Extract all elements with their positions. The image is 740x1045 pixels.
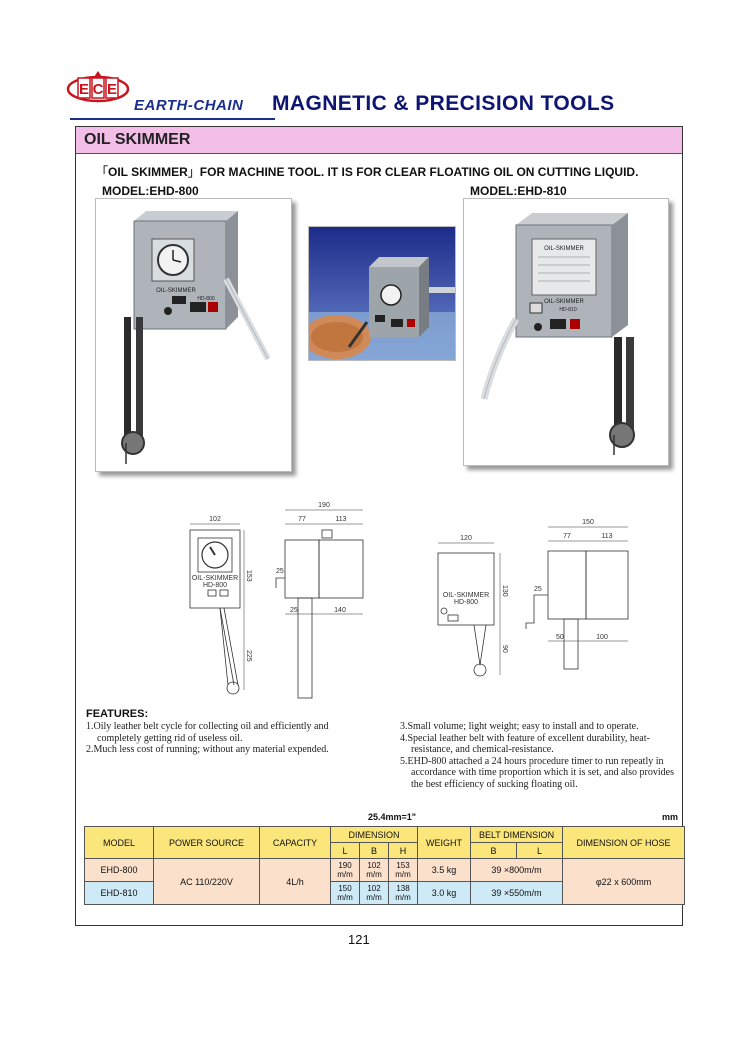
photo-a-panel-text: OIL-SKIMMER: [156, 288, 196, 294]
cell-weight: 3.5 kg: [418, 859, 471, 882]
cell-dim-h: 153 m/m: [389, 859, 418, 882]
cell-belt: 39 ×800m/m: [471, 859, 563, 882]
dim-b-3: 113: [601, 533, 613, 540]
product-intro: 「OIL SKIMMER」FOR MACHINE TOOL. IT IS FOR CLEAR FLOATING OIL ON CUTTING LIQUID.: [96, 165, 639, 179]
feature-line: 3.Small volume; light weight; easy to install and to operate.: [400, 721, 639, 732]
page-header-title: MAGNETIC & PRECISION TOOLS: [272, 92, 615, 115]
dim-b-5: 25: [534, 586, 542, 593]
photo-a-panel-model: HD-800: [197, 296, 215, 302]
header-dim-l: L: [331, 843, 360, 859]
cell-capacity: 4L/h: [260, 859, 331, 905]
feature-line: resistance, and chemical-resistance.: [411, 744, 554, 755]
dim-a-2: 77: [298, 516, 306, 523]
header-belt-dimension: BELT DIMENSION: [471, 827, 563, 843]
photo-c-panel-model: HD-810: [559, 307, 577, 313]
drawing-ehd-810: [430, 515, 635, 690]
cell-dim-h: 138 m/m: [389, 882, 418, 905]
header-belt-l: L: [517, 843, 563, 859]
dim-b-8: 100: [596, 634, 608, 641]
dim-b-2: 77: [563, 533, 571, 540]
header-dimension: DIMENSION: [331, 827, 418, 843]
model-label-ehd-810: MODEL:EHD-810: [470, 184, 567, 198]
feature-line: 1.Oily leather belt cycle for collecting oil and efficiently and: [86, 721, 329, 732]
feature-line: 4.Special leather belt with feature of excellent durability, heat-: [400, 732, 650, 744]
cell-dim-l: 190 m/m: [331, 859, 360, 882]
header-dimension-of-hose: DIMENSION OF HOSE: [563, 827, 685, 859]
drawing-ehd-800: [180, 500, 370, 710]
cell-model: EHD-810: [85, 882, 154, 905]
photo-in-use: [308, 226, 456, 361]
model-label-ehd-800: MODEL:EHD-800: [102, 184, 199, 198]
dim-b-1: 150: [582, 519, 594, 526]
drawing-b-label-2: HD-800: [453, 599, 479, 606]
svg-text:C: C: [92, 81, 104, 98]
features-right-column: [400, 721, 685, 790]
drawing-b-label: OIL-SKIMMER: [442, 592, 490, 599]
earth-chain-logo: [66, 70, 130, 104]
header-model: MODEL: [85, 827, 154, 859]
svg-text:E: E: [78, 81, 90, 98]
cell-model: EHD-800: [85, 859, 154, 882]
brand-name: EARTH-CHAIN: [134, 97, 244, 114]
cell-hose: φ22 x 600mm: [563, 859, 685, 905]
page-number: 121: [348, 932, 370, 947]
dim-a-4: 153: [245, 570, 252, 582]
svg-text:E: E: [106, 81, 118, 98]
header-weight: WEIGHT: [418, 827, 471, 859]
header-dim-b: B: [360, 843, 389, 859]
section-title: OIL SKIMMER: [84, 131, 191, 148]
drawing-a-label: OIL-SKIMMER: [191, 575, 239, 582]
cell-belt: 39 ×550m/m: [471, 882, 563, 905]
dim-b-6: 90: [501, 645, 508, 653]
photo-c-panel-text-2: OIL-SKIMMER: [544, 299, 584, 305]
dim-a-5: 25: [276, 568, 284, 575]
header-capacity: CAPACITY: [260, 827, 331, 859]
feature-line: the best efficiency of sucking floating oil.: [411, 778, 578, 790]
dim-a-7: 140: [334, 607, 346, 614]
cell-dim-b: 102 m/m: [360, 859, 389, 882]
dim-a-6: 25: [290, 607, 298, 614]
cell-dim-b: 102 m/m: [360, 882, 389, 905]
cell-weight: 3.0 kg: [418, 882, 471, 905]
photo-c-panel-text: OIL-SKIMMER: [544, 246, 584, 252]
feature-line: 5.EHD-800 attached a 24 hours procedure timer to run repeatly in: [400, 755, 664, 767]
brand-underline: [70, 118, 275, 120]
drawing-a-label-2: HD-800: [202, 582, 228, 589]
dim-a-1: 190: [318, 502, 330, 509]
unit-conversion-note: 25.4mm=1": [368, 812, 417, 822]
header-belt-b: B: [471, 843, 517, 859]
cell-power-source: AC 110/220V: [154, 859, 260, 905]
photo-ehd-810: [463, 198, 669, 466]
dim-a-0: 102: [209, 516, 221, 523]
cell-dim-l: 150 m/m: [331, 882, 360, 905]
spec-table: [84, 826, 685, 905]
feature-line: completely getting rid of useless oil.: [97, 732, 243, 744]
dim-a-3: 113: [335, 516, 347, 523]
features-left-column: [86, 721, 368, 756]
dim-b-4: 130: [501, 585, 508, 597]
feature-line: 2.Much less cost of running; without any material expended.: [86, 744, 329, 755]
features-title: FEATURES:: [86, 708, 149, 720]
photo-ehd-800: [95, 198, 292, 472]
table-row: [85, 859, 685, 882]
dim-b-7: 50: [556, 634, 564, 641]
dim-a-8: 225: [245, 650, 252, 662]
feature-line: accordance with time proportion which it is set, and also provides: [411, 767, 674, 778]
header-power-source: POWER SOURCE: [154, 827, 260, 859]
unit-label: mm: [662, 812, 679, 822]
dim-b-0: 120: [460, 535, 472, 542]
header-dim-h: H: [389, 843, 418, 859]
